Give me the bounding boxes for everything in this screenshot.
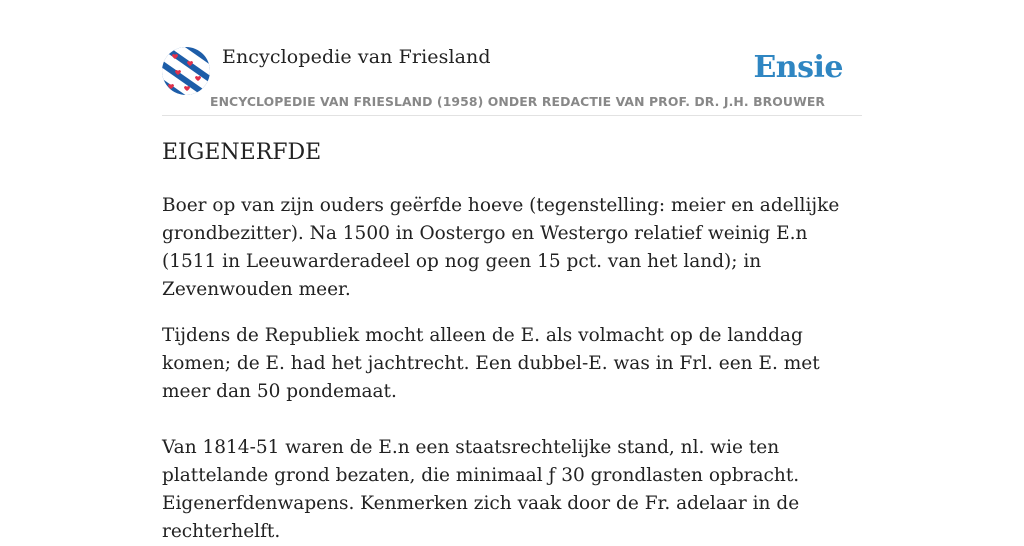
entry-body xyxy=(162,192,862,546)
paragraph: Tijdens de Republiek mocht alleen de E. als volmacht op de landdag komen; de E. had het jachtrecht. Een dubbel-E. was in Frl. een E. met meer dan 50 pondemaat. xyxy=(162,325,820,402)
site-subtitle: ENCYCLOPEDIE VAN FRIESLAND (1958) ONDER REDACTIE VAN PROF. DR. J.H. BROUWER xyxy=(210,94,826,109)
brand-logo[interactable]: Ensie xyxy=(753,50,843,85)
header-divider xyxy=(162,115,862,116)
site-title[interactable]: Encyclopedie van Friesland xyxy=(222,46,491,68)
entry-title: EIGENERFDE xyxy=(162,140,322,165)
frisian-flag-icon[interactable] xyxy=(162,47,210,95)
paragraph: Van 1814-51 waren de E.n een staatsrechtelijke stand, nl. wie ten plattelande grond bezaten, die minimaal ƒ 30 grondlasten opbracht. Eigenerfdenwapens. Kenmerken zich vaak door de Fr. adelaar in de rechterhelft. xyxy=(162,437,800,542)
site-header xyxy=(162,44,862,116)
paragraph: Boer op van zijn ouders geërfde hoeve (tegenstelling: meier en adellijke grondbezitter). Na 1500 in Oostergo en Westergo relatief weinig E.n (1511 in Leeuwarderadeel op nog geen 15 pct. van het land); in Zevenwouden meer. xyxy=(162,195,840,300)
